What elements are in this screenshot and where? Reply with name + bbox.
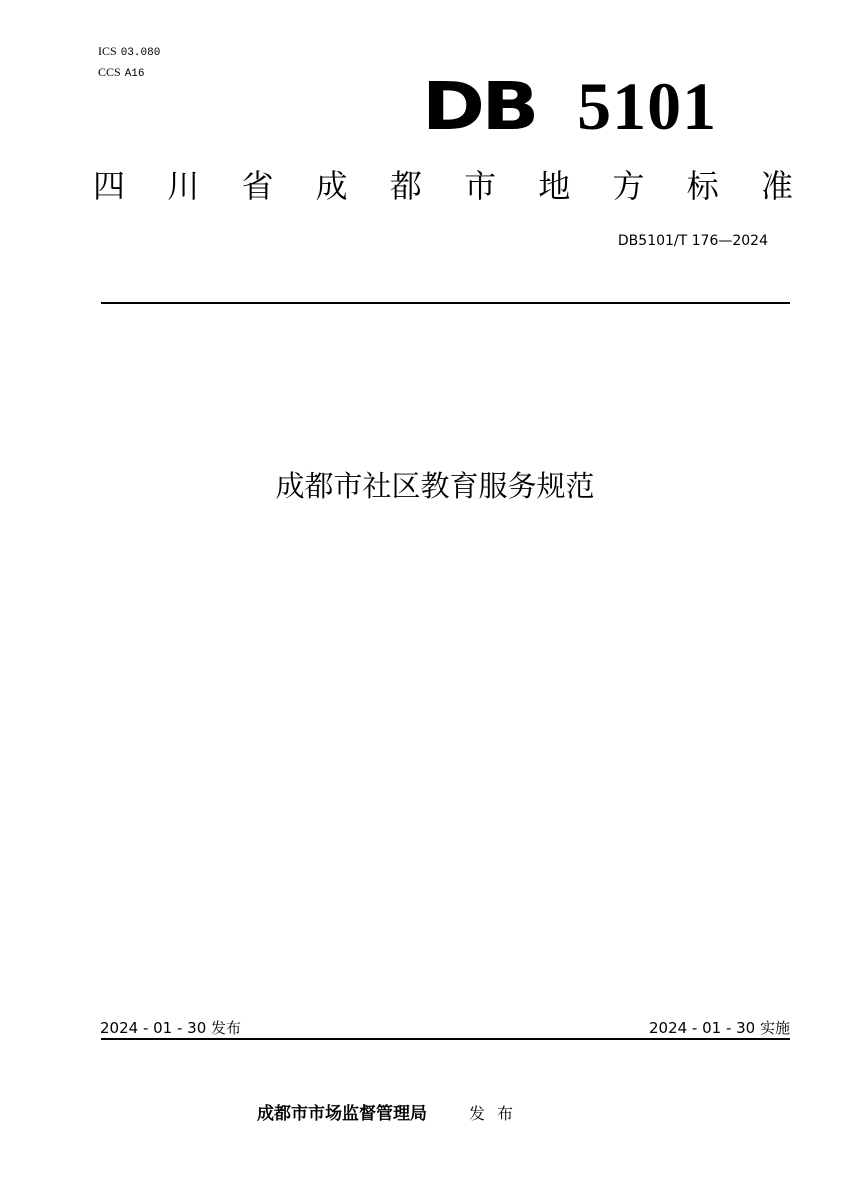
top-divider [101, 302, 790, 304]
issuer-action: 发布 [469, 1104, 526, 1123]
implement-date: 2024 - 01 - 30 实施 [648, 1019, 790, 1037]
ics-line [98, 42, 160, 63]
issuer-line [257, 1099, 525, 1124]
ccs-label: CCS [98, 65, 121, 79]
db-logo: DB [422, 68, 536, 145]
publish-date: 2024 - 01 - 30 发布 [100, 1019, 242, 1037]
classification-codes [98, 42, 160, 84]
standard-type-char: 方 [612, 167, 645, 205]
standard-type-heading [93, 168, 793, 204]
db-standard-mark [422, 68, 718, 145]
standard-type-char: 四 [93, 167, 126, 205]
bottom-divider [101, 1038, 790, 1040]
standard-type-char: 都 [389, 167, 422, 205]
standard-type-char: 成 [315, 167, 348, 205]
standard-type-char: 川 [167, 167, 200, 205]
standard-code: DB5101/T 176—2024 [617, 233, 768, 249]
issuer-name: 成都市市场监督管理局 [257, 1104, 427, 1124]
ics-value: 03.080 [120, 47, 161, 59]
standard-type-char: 准 [760, 167, 793, 205]
db-region-number: 5101 [577, 68, 718, 144]
ccs-value: A16 [124, 68, 145, 80]
standard-type-char: 省 [241, 167, 274, 205]
standard-type-char: 市 [464, 167, 497, 205]
ics-label: ICS [98, 44, 117, 58]
ccs-line [98, 63, 160, 84]
standard-type-char: 标 [686, 167, 719, 205]
document-title: 成都市社区教育服务规范 [275, 469, 595, 503]
standard-type-char: 地 [538, 167, 571, 205]
